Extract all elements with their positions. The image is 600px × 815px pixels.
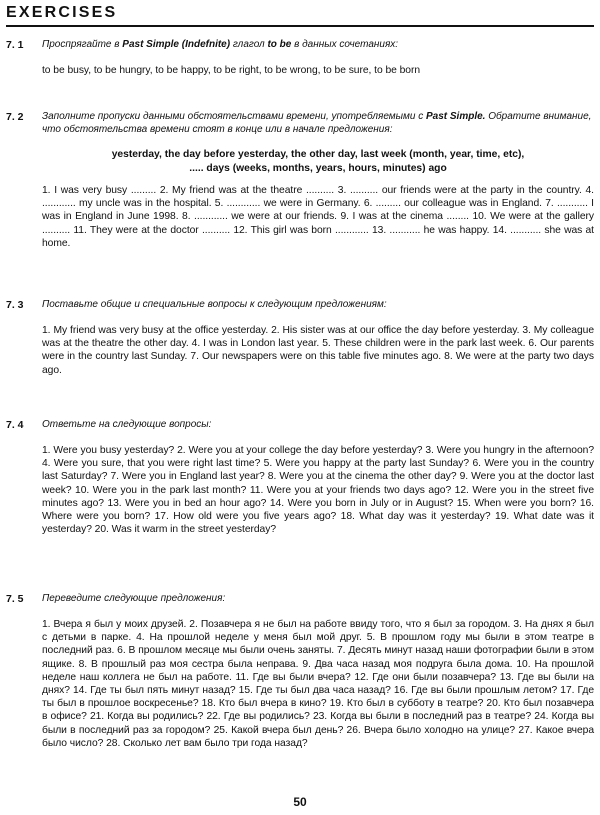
exercise-body: 1. My friend was very busy at the office yesterday. 2. His sister was at our office the day before yesterday. 3. My colleague was at the theatre the other day. 4. I was in London last year. 5. These children were in the park last week. 6. Our parents were in the country last Sunday. 7. Our newspapers were on this table five minutes ago. 8. We were at the party two days ago.	[42, 325, 594, 376]
exercise-instruction: Ответьте на следующие вопросы:	[42, 419, 212, 430]
exercise-number: 7. 3	[6, 299, 24, 311]
exercise-instruction: Проспрягайте в Past Simple (Indefnite) глагол to be в данных сочетаниях:	[42, 39, 399, 50]
exercise-number: 7. 4	[6, 419, 24, 431]
exercise-body: 1. Вчера я был у моих друзей. 2. Позавчера я не был на работе ввиду того, что я был за городом. 3. На днях я был с детьми в парке. 4. На прошлой неделе у меня был мой друг. 5. В прошлом году мы были в этом театре в последний раз. 6. В прошлом месяце мы были очень заняты. 7. Десять минут назад наши фотографии были в этом ящике. 8. В прошлый раз моя сестра была неправа. 9. Два часа назад моя подруга была дома. 10. На прошлой неделе наш коллега не был на работе. 11. Где вы были вчера? 12. Где они были позавчера? 13. Где вы были на днях? 14. Где ты был пять минут назад? 15. Где ты был два часа назад? 16. Где вы были прошлым летом? 17. Где ты был в прошлое воскресенье? 18. Кто был вчера в кино? 19. Кто был в субботу в театре? 20. Кто был позавчера в офисе? 21. Когда вы родились? 22. Где вы родились? 23. Когда вы были в последний раз в театре? 24. Когда вы были в последний раз за городом? 25. Какой вчера был день? 26. Вчера было холодно на улице? 27. Какое вчера было число? 28. Сколько лет вам было три года назад?	[42, 619, 594, 749]
exercise-7-5	[6, 592, 594, 750]
exercise-instruction: Поставьте общие и специальные вопросы к следующим предложениям:	[42, 299, 387, 310]
exercise-body: to be busy, to be hungry, to be happy, to be right, to be wrong, to be sure, to be born	[42, 65, 421, 76]
section-title: EXERCISES	[6, 4, 118, 21]
time-expressions-line-2: ..... days (weeks, months, years, hours, minutes) ago	[189, 162, 447, 174]
time-expressions-line-1: yesterday, the day before yesterday, the other day, last week (month, year, time, etc),	[111, 149, 525, 160]
exercise-instruction: Заполните пропуски данными обстоятельствами времени, употребляемыми с Past Simple. Обратите внимание, что обстоятельства времени стоят в конце или в начале предложения:	[42, 111, 592, 135]
exercise-number: 7. 2	[6, 111, 24, 123]
exercise-instruction: Переведите следующие предложения:	[42, 593, 226, 604]
exercise-7-4	[6, 418, 594, 536]
exercise-number: 7. 1	[6, 39, 24, 51]
exercise-7-1	[6, 38, 594, 77]
exercise-7-3	[6, 298, 594, 377]
exercise-body: 1. I was very busy ......... 2. My friend was at the theatre .......... 3. .......... our friends were at the party in the country. 4. ............ my uncle was in the hospital. 5. ............ we were in Germany. 6. ......... our colleague was in England. 7. ........... I was in England in June 1998. 8. ............ we were at our friends. 9. I was at the cinema ........ 10. We were at the gallery .......... 11. They were at the doctor .......... 12. This girl was born ............ 13. ........... he was happy. 14. ........... she was at home.	[42, 185, 594, 249]
exercise-number: 7. 5	[6, 593, 24, 605]
page-header	[6, 3, 594, 27]
exercise-7-2	[6, 110, 594, 250]
exercise-body: 1. Were you busy yesterday? 2. Were you at your college the day before yesterday? 3. Were you hungry in the afternoon? 4. Were you sure, that you were right last time? 5. Were you happy at the party last Sunday? 6. Were you in the country last Saturday? 7. Were you in England last year? 8. Were you at the cinema the other day? 9. Were you at the doctor last week? 10. Were you in the park last month? 11. Were you at your friends two days ago? 12. Were you in the street five minutes ago? 13. Were you in bed an hour ago? 14. Were you born in July or in August? 15. When were you born? 16. Where were you born? 17. How old were you five years ago? 18. What day was it yesterday? 19. What date was it yesterday? 20. Was it warm in the street yesterday?	[42, 445, 594, 536]
page-number: 50	[293, 795, 307, 809]
